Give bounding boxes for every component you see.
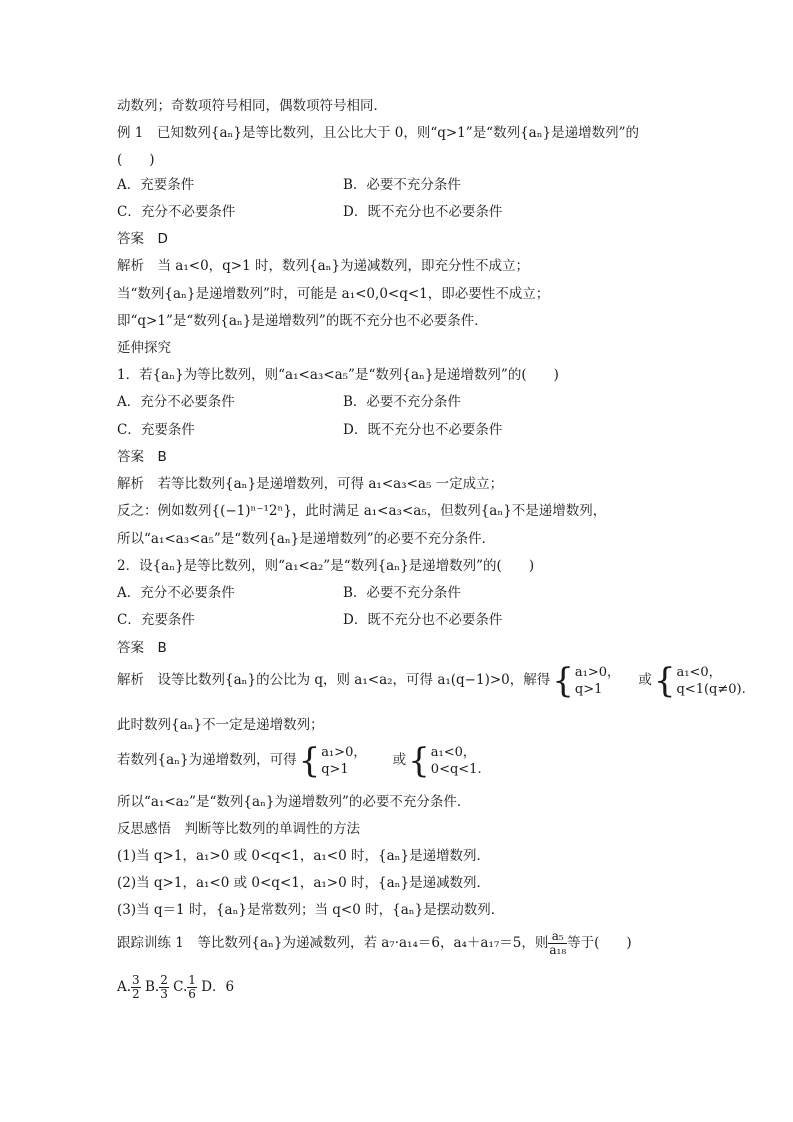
- option-a: A．充分不必要条件: [117, 585, 235, 601]
- reflection-item: (2)当 q>1，a₁<0 或 0<q<1，a₁>0 时，{aₙ}是递减数列．: [117, 875, 491, 891]
- practice-options: [117, 972, 234, 1002]
- system-row: q<1(q≠0).: [676, 681, 746, 697]
- question-1: 1．若{aₙ}为等比数列，则“a₁<a₃<a₅”是“数列{aₙ}是递增数列”的( ): [117, 367, 559, 383]
- option-b: B．必要不充分条件: [343, 585, 461, 601]
- equation-system: [321, 744, 366, 778]
- option-d: D．既不充分也不必要条件: [343, 204, 503, 220]
- option-a-label: A.: [117, 979, 132, 995]
- option-a: A．充分不必要条件: [117, 394, 235, 410]
- or-text: 或: [638, 672, 652, 688]
- fraction: [548, 930, 567, 957]
- solution-line: 此时数列{aₙ}不一定是递增数列；: [117, 717, 324, 733]
- system-row: a₁>0，: [574, 664, 621, 680]
- solution-line: 解析 当 a₁<0，q>1 时，数列{aₙ}为递减数列，即充分性不成立；: [117, 258, 530, 274]
- section-heading: 延伸探究: [117, 340, 171, 356]
- brace: {: [552, 660, 574, 701]
- option-b-label: B.: [144, 979, 160, 995]
- system-row: 0<q<1.: [430, 761, 482, 777]
- option-d: D．既不充分也不必要条件: [343, 612, 503, 628]
- solution-line: 即“q>1”是“数列{aₙ}是递增数列”的既不充分也不必要条件．: [117, 313, 488, 329]
- solution-line: 所以“a₁<a₂”是“数列{aₙ}为递增数列”的必要不充分条件．: [117, 794, 471, 810]
- answer-label: 答案 B: [117, 640, 167, 656]
- numerator: 2: [160, 973, 168, 987]
- denominator: 6: [188, 987, 196, 1001]
- option-c-label: C.: [173, 979, 188, 995]
- solution-text: 解析 设等比数列{aₙ}的公比为 q，则 a₁<a₂，可得 a₁(q−1)>0，解得: [117, 672, 551, 688]
- brace: {: [408, 740, 430, 781]
- denominator: a₁₈: [549, 943, 567, 957]
- option-c: C．充分不必要条件: [117, 204, 236, 220]
- example-1-bracket: ( ): [117, 152, 155, 168]
- solution-text: 若数列{aₙ}为递增数列，可得: [117, 752, 297, 768]
- equation-system: [431, 744, 482, 778]
- denominator: 3: [160, 987, 168, 1001]
- numerator: 1: [188, 973, 196, 987]
- equation-system: [676, 664, 745, 698]
- option-c: C．充要条件: [117, 422, 195, 438]
- or-text: 或: [392, 752, 407, 768]
- system-row: a₁<0，: [430, 744, 476, 760]
- option-a: A．充要条件: [117, 177, 195, 193]
- fraction: [159, 974, 169, 1001]
- system-row: a₁<0，: [676, 664, 722, 680]
- denominator: 2: [132, 987, 140, 1001]
- option-b: B．必要不充分条件: [343, 394, 461, 410]
- solution-line: 解析 若等比数列{aₙ}是递增数列，可得 a₁<a₃<a₅ 一定成立；: [117, 476, 504, 492]
- brace: {: [298, 740, 321, 781]
- solution-line-with-system: [117, 740, 482, 781]
- example-1-question: 例 1 已知数列{aₙ}是等比数列，且公比大于 0，则“q>1”是“数列{aₙ}是递增数列”的: [117, 125, 640, 141]
- solution-line-with-system: [117, 660, 746, 701]
- answer-label: 答案 B: [117, 449, 167, 465]
- solution-line: 所以“a₁<a₃<a₅”是“数列{aₙ}是递增数列”的必要不充分条件．: [117, 531, 496, 547]
- option-b: B．必要不充分条件: [343, 177, 461, 193]
- option-d-label: D．6: [201, 979, 235, 995]
- brace: {: [653, 660, 676, 701]
- solution-line: 当“数列{aₙ}是递增数列”时，可能是 a₁<0,0<q<1，即必要性不成立；: [117, 286, 550, 302]
- option-c: C．充要条件: [117, 612, 195, 628]
- practice-text: 等于( ): [567, 935, 632, 951]
- solution-line: 反之：例如数列{(−1)ⁿ⁻¹2ⁿ}，此时满足 a₁<a₃<a₅，但数列{aₙ}不是递增数列，: [117, 503, 607, 519]
- system-row: q>1: [321, 761, 349, 777]
- practice-text: 跟踪训练 1 等比数列{aₙ}为递减数列，若 a₇·a₁₄＝6，a₄＋a₁₇＝5，则: [117, 935, 549, 951]
- answer-label: 答案 D: [117, 231, 168, 247]
- practice-question: [117, 928, 632, 958]
- numerator: a₅: [548, 930, 567, 944]
- fraction: [131, 974, 141, 1001]
- system-row: a₁>0，: [321, 744, 367, 760]
- reflection-item: (1)当 q>1，a₁>0 或 0<q<1，a₁<0 时，{aₙ}是递增数列．: [117, 848, 491, 864]
- numerator: 3: [132, 973, 140, 987]
- option-d: D．既不充分也不必要条件: [343, 422, 503, 438]
- question-2: 2．设{aₙ}是等比数列，则“a₁<a₂”是“数列{aₙ}是递增数列”的( ): [117, 558, 535, 574]
- text-line: 动数列；奇数项符号相同，偶数项符号相同．: [117, 98, 387, 114]
- equation-system: [575, 664, 620, 698]
- reflection-item: (3)当 q＝1 时，{aₙ}是常数列；当 q<0 时，{aₙ}是摆动数列．: [117, 902, 505, 918]
- reflection-heading: 反思感悟 判断等比数列的单调性的方法: [117, 821, 360, 837]
- fraction: [187, 974, 197, 1001]
- system-row: q>1: [574, 681, 603, 697]
